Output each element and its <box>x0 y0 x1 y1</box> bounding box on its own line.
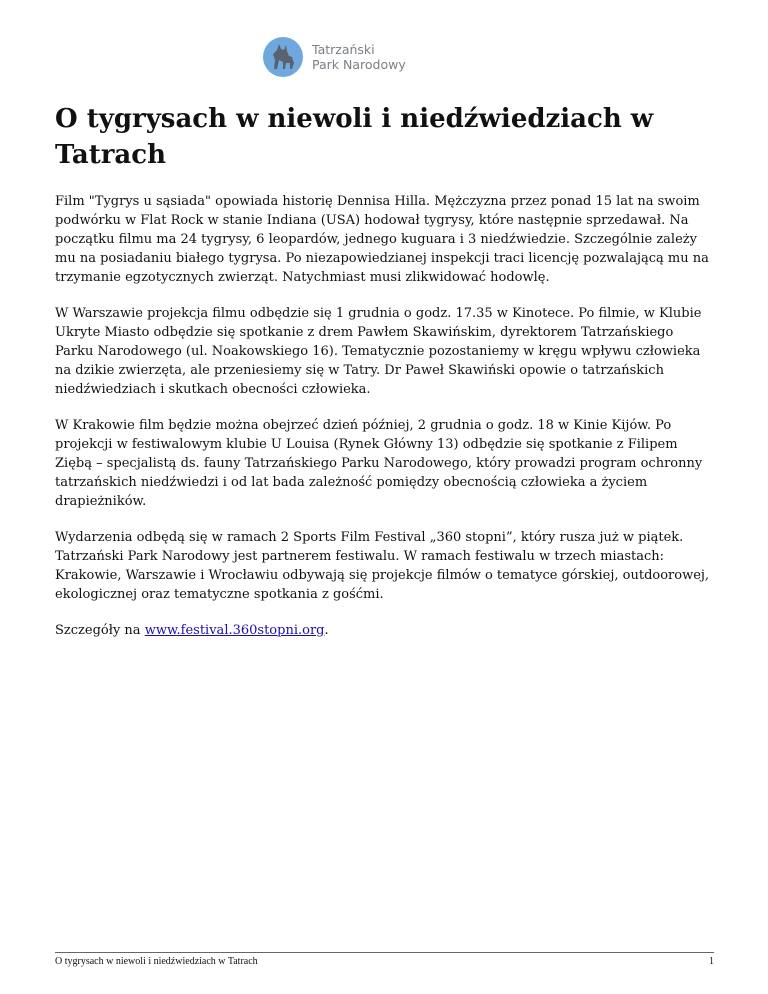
festival-link[interactable]: www.festival.360stopni.org <box>144 623 325 638</box>
page-number: 1 <box>709 956 714 967</box>
site-logo <box>262 36 406 78</box>
article-paragraph: Wydarzenia odbędą się w ramach 2 Sports Film Festival „360 stopni”, który rusza już w piątek. Tatrzański Park Narodowy jest partnerem festiwalu. W ramach festiwalu w trzech miastach: Krakowie, Warszawie i Wrocławiu odbywają się projekcje filmów o tematyce górskiej, outdoorowej, ekologicznej oraz tematyczne spotkania z gośćmi. <box>55 530 710 602</box>
article-paragraph: W Krakowie film będzie można obejrzeć dzień później, 2 grudnia o godz. 18 w Kinie Kijów. Po projekcji w festiwalowym klubie U Louisa (Rynek Główny 13) odbędzie się spotkanie z Filipem Ziębą – specjalistą ds. fauny Tatrzańskiego Parku Narodowego, który prowadzi program ochronny tatrzańskich niedźwiedzi i od lat bada zależność pomiędzy obecnością człowieka a życiem drapieżników. <box>55 418 703 509</box>
article-paragraph: Film "Tygrys u sąsiada" opowiada historię Dennisa Hilla. Mężczyzna przez ponad 15 lat na swoim podwórku w Flat Rock w stanie Indiana (USA) hodował tygrysy, które następnie sprzedawał. Na początku filmu ma 24 tygrysy, 6 leopardów, jednego kuguara i 3 niedźwiedzie. Szczególnie zależy mu na posiadaniu białego tygrysa. Po niezapowiedzianej inspekcji traci licencję pozwalającą mu na trzymanie egzotycznych zwierząt. Natychmiast musi zlikwidować hodowlę. <box>55 194 709 285</box>
details-prefix: Szczegóły na <box>55 623 145 638</box>
footer-title: O tygrysach w niewoli i niedźwiedziach w Tatrach <box>55 956 258 967</box>
article-paragraph: W Warszawie projekcja filmu odbędzie się 1 grudnia o godz. 17.35 w Kinotece. Po filmie, w Klubie Ukryte Miasto odbędzie się spotkanie z drem Pawłem Skawińskim, dyrektorem Tatrzańskiego Parku Narodowego (ul. Noakowskiego 16). Tematycznie pozostaniemy w kręgu wpływu człowieka na dzikie zwierzęta, ale przeniesiemy się w Tatry. Dr Paweł Skawiński opowie o tatrzańskich niedźwiedziach i skutkach obecności człowieka. <box>55 306 702 397</box>
logo-line-1: Tatrzański <box>312 42 375 57</box>
article-title: O tygrysach w niewoli i niedźwiedziach w Tatrach <box>55 104 654 170</box>
logo-text <box>312 42 406 72</box>
article-body <box>55 192 715 657</box>
details-suffix: . <box>324 623 329 638</box>
page-footer <box>55 952 714 968</box>
tpn-chamois-logo-icon <box>262 36 304 78</box>
logo-line-2: Park Narodowy <box>312 57 406 72</box>
details-paragraph <box>55 621 715 640</box>
